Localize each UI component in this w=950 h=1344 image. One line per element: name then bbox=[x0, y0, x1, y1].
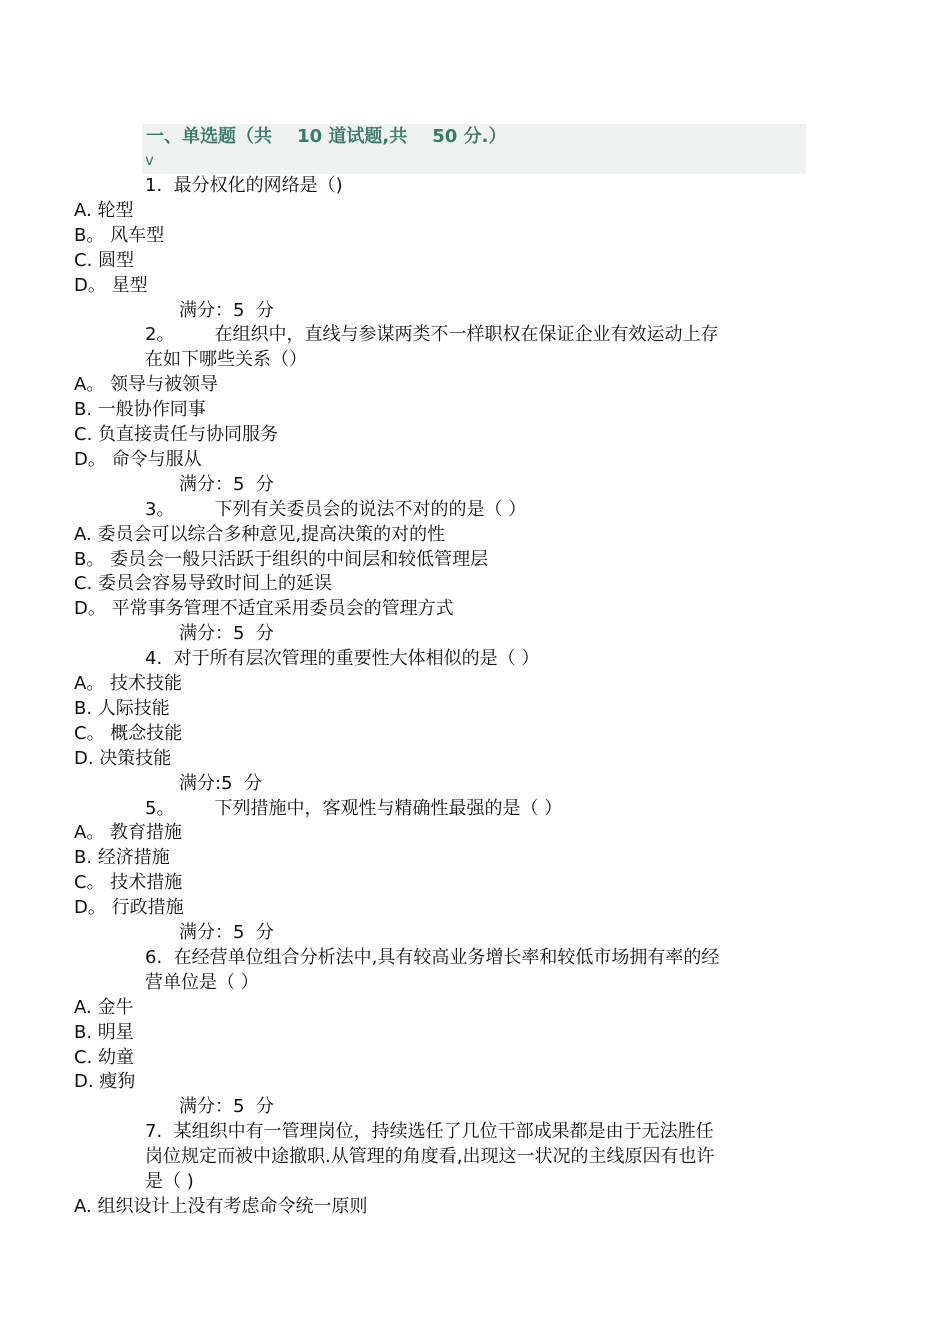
answer-option: B。 委员会一般只活跃于组织的中间层和较低管理层 bbox=[74, 548, 489, 570]
question-stem: 2。 在组织中，直线与参谋两类不一样职权在保证企业有效运动上存 bbox=[145, 324, 719, 346]
answer-option: C. 圆型 bbox=[74, 249, 135, 271]
question-stem: 7. 某组织中有一管理岗位，持续选任了几位干部成果都是由于无法胜任 bbox=[145, 1121, 714, 1143]
score-label: 满分：5 分 bbox=[179, 922, 274, 943]
answer-option: A. 金牛 bbox=[74, 996, 134, 1018]
question-stem: 营单位是（ ） bbox=[145, 971, 259, 993]
question-stem: 在如下哪些关系（） bbox=[145, 349, 307, 371]
answer-option: D. 决策技能 bbox=[74, 747, 172, 769]
answer-option: D。 命令与服从 bbox=[74, 448, 202, 470]
answer-option: C. 负直接责任与协同服务 bbox=[74, 424, 279, 445]
question-stem: 6. 在经营单位组合分析法中,具有较高业务增长率和较低市场拥有率的经 bbox=[145, 946, 720, 968]
section-header bbox=[142, 124, 806, 174]
answer-option: B. 明星 bbox=[74, 1021, 134, 1043]
score-label: 满分：5 分 bbox=[179, 623, 274, 645]
question-stem: 3。 下列有关委员会的说法不对的的是（ ） bbox=[145, 498, 527, 520]
answer-option: A。 教育措施 bbox=[74, 822, 183, 844]
question-stem: 4. 对于所有层次管理的重要性大体相似的是（ ） bbox=[145, 648, 540, 670]
answer-option: A。 技术技能 bbox=[74, 673, 183, 694]
answer-option: C。 概念技能 bbox=[74, 722, 183, 744]
answer-option: B. 一般协作同事 bbox=[74, 399, 206, 421]
question-stem: 1. 最分权化的网络是（) bbox=[145, 175, 343, 196]
question-stem: 岗位规定而被中途撤职.从管理的角度看,出现这一状况的主线原因有也许 bbox=[145, 1146, 715, 1168]
score-label: 满分：5 分 bbox=[179, 1096, 274, 1118]
answer-option: A. 委员会可以综合多种意见,提高决策的对的性 bbox=[74, 523, 446, 545]
answer-option: A。 领导与被领导 bbox=[74, 374, 219, 396]
section-title: 一、单选题（共 10 道试题,共 50 分.） bbox=[146, 126, 507, 147]
answer-option: D。 行政措施 bbox=[74, 897, 184, 919]
score-label: 满分:5 分 bbox=[179, 772, 262, 794]
answer-option: C. 委员会容易导致时间上的延误 bbox=[74, 573, 333, 595]
answer-option: C。 技术措施 bbox=[74, 872, 183, 894]
section-mark: v bbox=[145, 151, 154, 169]
question-stem: 5。 下列措施中，客观性与精确性最强的是（ ） bbox=[145, 797, 563, 819]
answer-option: B。 风车型 bbox=[74, 224, 165, 246]
answer-option: A. 组织设计上没有考虑命令统一原则 bbox=[74, 1195, 368, 1217]
answer-option: B. 人际技能 bbox=[74, 697, 170, 719]
answer-option: D。 平常事务管理不适宜采用委员会的管理方式 bbox=[74, 598, 454, 620]
answer-option: C. 幼童 bbox=[74, 1046, 135, 1068]
answer-option: D. 瘦狗 bbox=[74, 1071, 136, 1093]
answer-option: A. 轮型 bbox=[74, 199, 134, 221]
score-label: 满分：5 分 bbox=[179, 299, 274, 321]
score-label: 满分：5 分 bbox=[179, 473, 274, 495]
answer-option: B. 经济措施 bbox=[74, 847, 170, 869]
question-stem: 是（ ) bbox=[145, 1171, 194, 1192]
answer-option: D。 星型 bbox=[74, 274, 148, 296]
